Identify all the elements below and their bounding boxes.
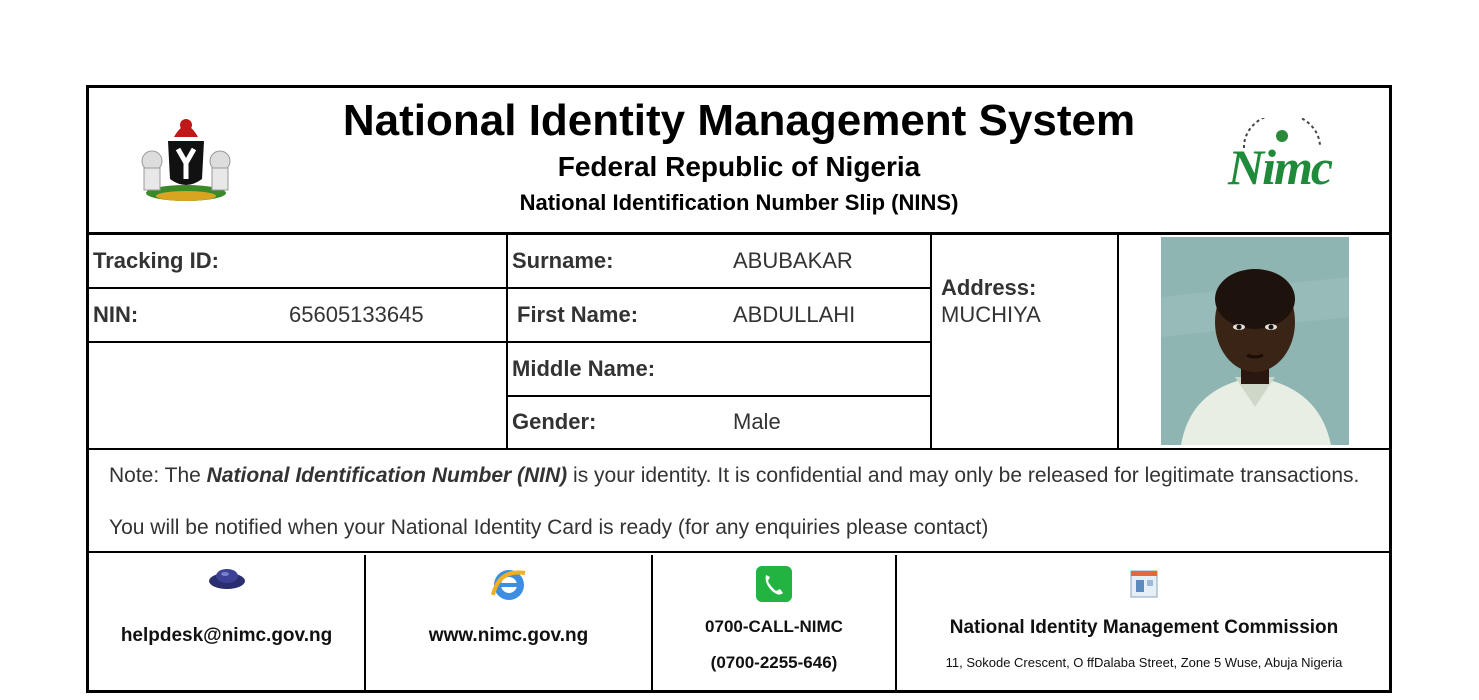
middle-name-label: Middle Name: (512, 356, 656, 381)
nin-label: NIN: (93, 302, 139, 327)
note-prefix: Note: The (109, 464, 207, 487)
office-icon (1127, 565, 1161, 599)
phone-icon (755, 565, 793, 603)
divider (506, 395, 932, 397)
passport-photo (1161, 237, 1349, 445)
footer-phone-cell (653, 553, 895, 693)
organization-address: 11, Sokode Crescent, O ffDalaba Street, Zone 5 Wuse, Abuja Nigeria (945, 655, 1343, 670)
footer-web-cell (366, 553, 651, 693)
slip-header (89, 88, 1389, 235)
footer-email-cell (89, 553, 364, 693)
address-value: MUCHIYA (941, 302, 1041, 327)
divider (89, 287, 932, 289)
footer-address-cell (897, 553, 1391, 693)
surname-value: ABUBAKAR (733, 248, 853, 273)
website-link[interactable]: www.nimc.gov.ng (428, 625, 589, 646)
gender-label: Gender: (512, 409, 597, 434)
note-line-1 (109, 464, 1359, 488)
first-name-label: First Name: (517, 302, 639, 327)
note-emphasis: National Identification Number (NIN) (206, 464, 568, 487)
address-label: Address: (941, 275, 1037, 300)
note-line-2: You will be notified when your National Identity Card is ready (for any enquiries please contact) (109, 516, 989, 539)
first-name-value: ABDULLAHI (733, 302, 856, 327)
phone-number-digits: (0700-2255-646) (710, 653, 838, 672)
note-suffix: is your identity. It is confidential and may only be released for legitimate transactions. (567, 464, 1360, 487)
nimc-logo-text: Nimc (1228, 139, 1332, 195)
helpdesk-email-link[interactable]: helpdesk@nimc.gov.ng (120, 625, 333, 646)
nin-slip (86, 85, 1392, 693)
divider (89, 341, 932, 343)
divider (1117, 235, 1119, 450)
email-icon (207, 565, 247, 591)
surname-label: Surname: (512, 248, 614, 273)
page-title: National Identity Management System (342, 96, 1136, 145)
nin-value: 65605133645 (289, 302, 424, 327)
divider (89, 448, 1389, 450)
organization-name: National Identity Management Commission (949, 617, 1339, 638)
gender-value: Male (733, 409, 781, 434)
web-browser-icon (489, 565, 529, 605)
document-title: National Identification Number Slip (NINS) (519, 190, 959, 215)
nimc-logo-icon (1222, 118, 1332, 200)
phone-number-text: 0700-CALL-NIMC (705, 617, 843, 636)
page-subtitle: Federal Republic of Nigeria (557, 151, 921, 182)
tracking-id-label: Tracking ID: (93, 248, 219, 273)
